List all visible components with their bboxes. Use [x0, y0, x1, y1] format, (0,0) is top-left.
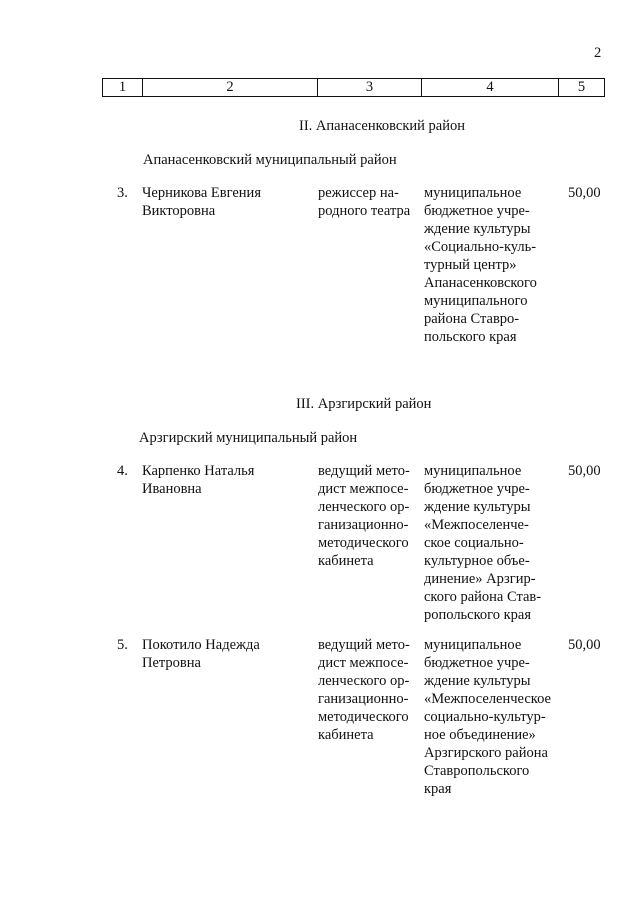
entry-name: Черникова Евгения Викторовна	[142, 185, 261, 219]
column-number: 3	[318, 79, 422, 97]
entry-position: ведущий мето- дист межпосе- ленческого ор- ганизационно- методического кабинета	[318, 463, 410, 569]
column-number: 4	[422, 79, 559, 97]
entry-organization: муниципальное бюджетное учре- ждение культуры «Социально-куль- турный центр» Апанасенковского муниципального района Ставро- польского края	[424, 185, 537, 345]
entry-amount: 50,00	[568, 637, 601, 653]
entry-position: режиссер на- родного театра	[318, 185, 411, 219]
district-heading: Арзгирский муниципальный район	[139, 430, 358, 446]
column-number: 5	[559, 79, 605, 97]
entry-amount: 50,00	[568, 463, 601, 479]
column-number: 1	[103, 79, 143, 97]
column-number-header	[102, 78, 605, 97]
entry-position: ведущий мето- дист межпосе- ленческого ор- ганизационно- методического кабинета	[318, 637, 410, 743]
entry-number: 4.	[117, 463, 128, 479]
entry-amount: 50,00	[568, 185, 601, 201]
entry-name: Покотило Надежда Петровна	[142, 637, 260, 671]
entry-number: 3.	[117, 185, 128, 201]
entry-organization: муниципальное бюджетное учре- ждение культуры «Межпоселенческое социально-культур- ное объединение» Арзгирского района Ставропольского края	[424, 637, 551, 797]
district-heading: Апанасенковский муниципальный район	[143, 152, 397, 168]
entry-number: 5.	[117, 637, 128, 653]
entry-organization: муниципальное бюджетное учре- ждение культуры «Межпоселенче- ское социально- культурное объе- динение» Арзгир- ского района Став- ропольского края	[424, 463, 542, 623]
section-title: III. Арзгирский район	[296, 396, 432, 412]
section-title: II. Апанасенковский район	[299, 118, 465, 134]
page-number: 2	[594, 45, 602, 61]
column-number: 2	[143, 79, 318, 97]
entry-name: Карпенко Наталья Ивановна	[142, 463, 255, 497]
